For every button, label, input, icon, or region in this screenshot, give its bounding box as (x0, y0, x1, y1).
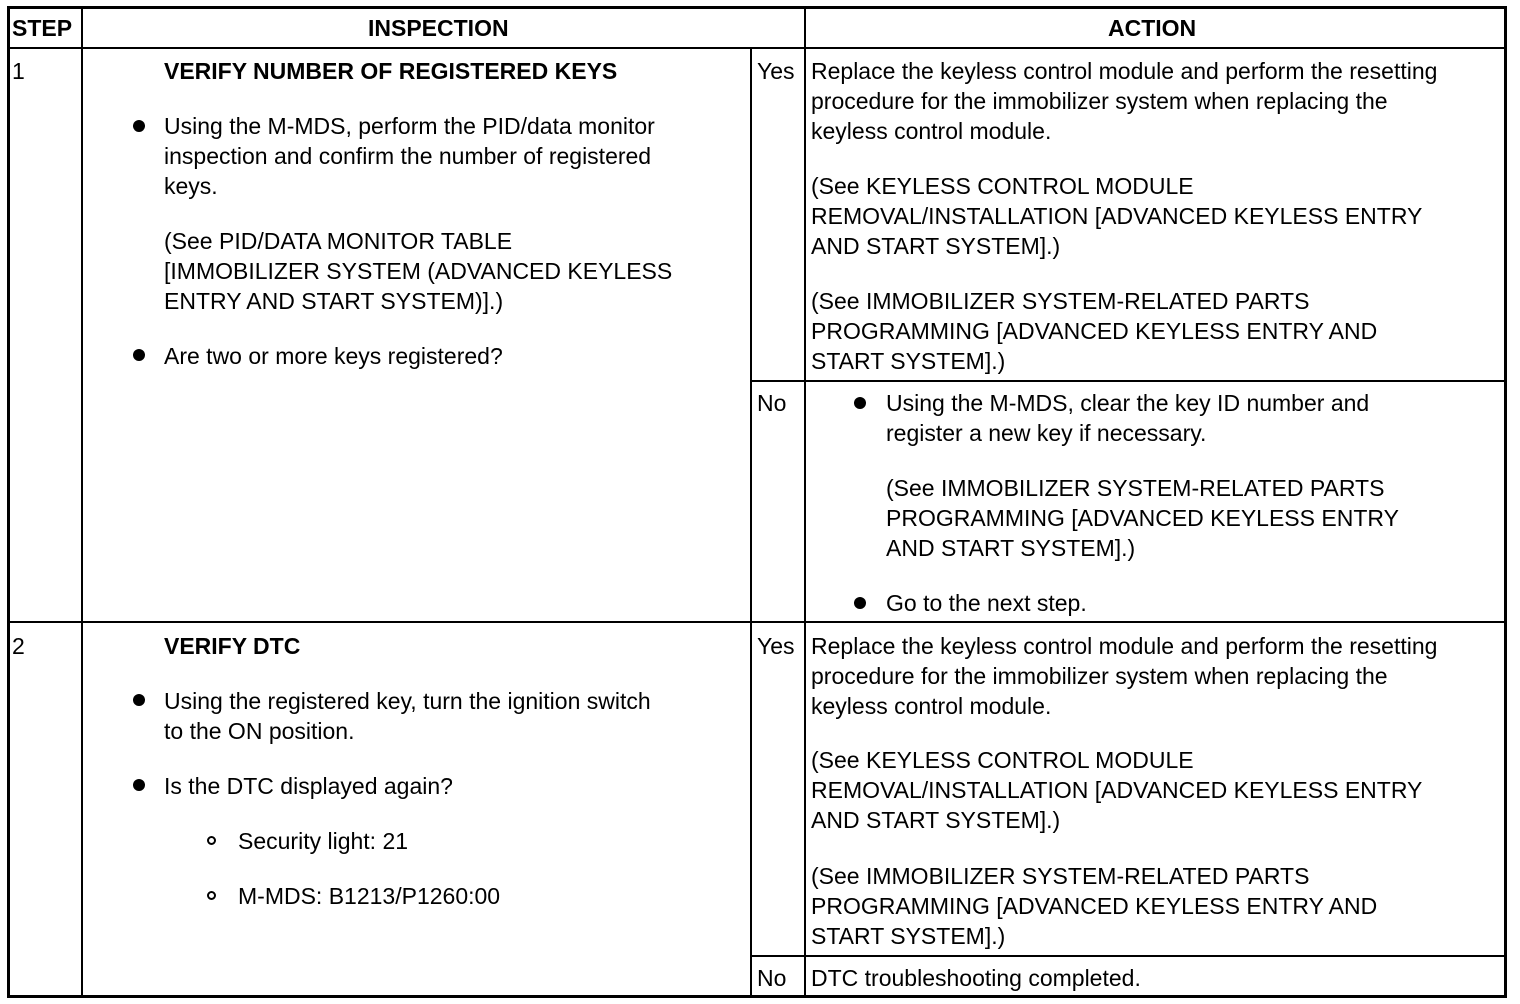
action-text: procedure for the immobilizer system when replacing the (811, 663, 1388, 689)
inspection-text: inspection and confirm the number of registered (164, 143, 652, 169)
row-divider (7, 621, 1507, 623)
action-reference: (See KEYLESS CONTROL MODULE (811, 173, 1194, 199)
bullet-icon (854, 397, 866, 409)
row2-yes-no-divider (750, 955, 1507, 957)
action-text: DTC troubleshooting completed. (811, 965, 1141, 991)
sub-bullet-icon (207, 836, 216, 845)
inspection-question: Is the DTC displayed again? (164, 773, 453, 799)
step-number: 2 (12, 633, 25, 659)
label-column-divider (750, 48, 752, 998)
inspection-text: Using the registered key, turn the ignition switch (164, 688, 651, 714)
action-reference: (See IMMOBILIZER SYSTEM-RELATED PARTS (811, 863, 1310, 889)
header-inspection: INSPECTION (368, 15, 509, 41)
action-text: keyless control module. (811, 118, 1052, 144)
table-border-bottom (7, 995, 1507, 998)
bullet-icon (133, 694, 145, 706)
inspection-reference: [IMMOBILIZER SYSTEM (ADVANCED KEYLESS (164, 258, 673, 284)
action-reference: AND START SYSTEM].) (811, 807, 1061, 833)
table-border-top (7, 6, 1507, 9)
action-reference: (See IMMOBILIZER SYSTEM-RELATED PARTS (886, 475, 1385, 501)
inspection-text: to the ON position. (164, 718, 355, 744)
action-text: Using the M-MDS, clear the key ID number and (886, 390, 1370, 416)
inspection-text: Using the M-MDS, perform the PID/data monitor (164, 113, 655, 139)
action-text: Go to the next step. (886, 590, 1087, 616)
bullet-icon (133, 349, 145, 361)
inspection-text: keys. (164, 173, 218, 199)
action-reference: AND START SYSTEM].) (886, 535, 1136, 561)
bullet-icon (133, 120, 145, 132)
action-reference: START SYSTEM].) (811, 923, 1006, 949)
step-number: 1 (12, 58, 25, 84)
bullet-icon (133, 779, 145, 791)
action-text: procedure for the immobilizer system when replacing the (811, 88, 1388, 114)
header-divider (7, 47, 1507, 49)
yes-label: Yes (757, 58, 795, 84)
action-reference: REMOVAL/INSTALLATION [ADVANCED KEYLESS ENTRY (811, 203, 1423, 229)
row1-yes-no-divider (750, 380, 1507, 382)
inspection-title: VERIFY DTC (164, 633, 301, 659)
yes-label: Yes (757, 633, 795, 659)
inspection-title: VERIFY NUMBER OF REGISTERED KEYS (164, 58, 618, 84)
action-reference: REMOVAL/INSTALLATION [ADVANCED KEYLESS ENTRY (811, 777, 1423, 803)
header-action: ACTION (1108, 15, 1197, 41)
bullet-icon (854, 597, 866, 609)
inspection-subitem: Security light: 21 (238, 828, 409, 854)
action-reference: START SYSTEM].) (811, 348, 1006, 374)
action-text: register a new key if necessary. (886, 420, 1207, 446)
action-text: keyless control module. (811, 693, 1052, 719)
action-reference: AND START SYSTEM].) (811, 233, 1061, 259)
table-border-right (1504, 6, 1507, 998)
inspection-subitem: M-MDS: B1213/P1260:00 (238, 883, 501, 909)
action-reference: PROGRAMMING [ADVANCED KEYLESS ENTRY AND (811, 318, 1378, 344)
sub-bullet-icon (207, 891, 216, 900)
table-border-left (7, 6, 10, 998)
action-text: Replace the keyless control module and perform the resetting (811, 633, 1438, 659)
step-column-divider (81, 6, 83, 998)
action-reference: PROGRAMMING [ADVANCED KEYLESS ENTRY (886, 505, 1399, 531)
inspection-question: Are two or more keys registered? (164, 343, 503, 369)
action-reference: (See IMMOBILIZER SYSTEM-RELATED PARTS (811, 288, 1310, 314)
inspection-reference: ENTRY AND START SYSTEM)].) (164, 288, 504, 314)
header-step: STEP (12, 15, 73, 41)
action-column-divider (804, 6, 806, 998)
action-reference: PROGRAMMING [ADVANCED KEYLESS ENTRY AND (811, 893, 1378, 919)
inspection-reference: (See PID/DATA MONITOR TABLE (164, 228, 513, 254)
no-label: No (757, 965, 787, 991)
action-text: Replace the keyless control module and perform the resetting (811, 58, 1438, 84)
action-reference: (See KEYLESS CONTROL MODULE (811, 747, 1194, 773)
no-label: No (757, 390, 787, 416)
